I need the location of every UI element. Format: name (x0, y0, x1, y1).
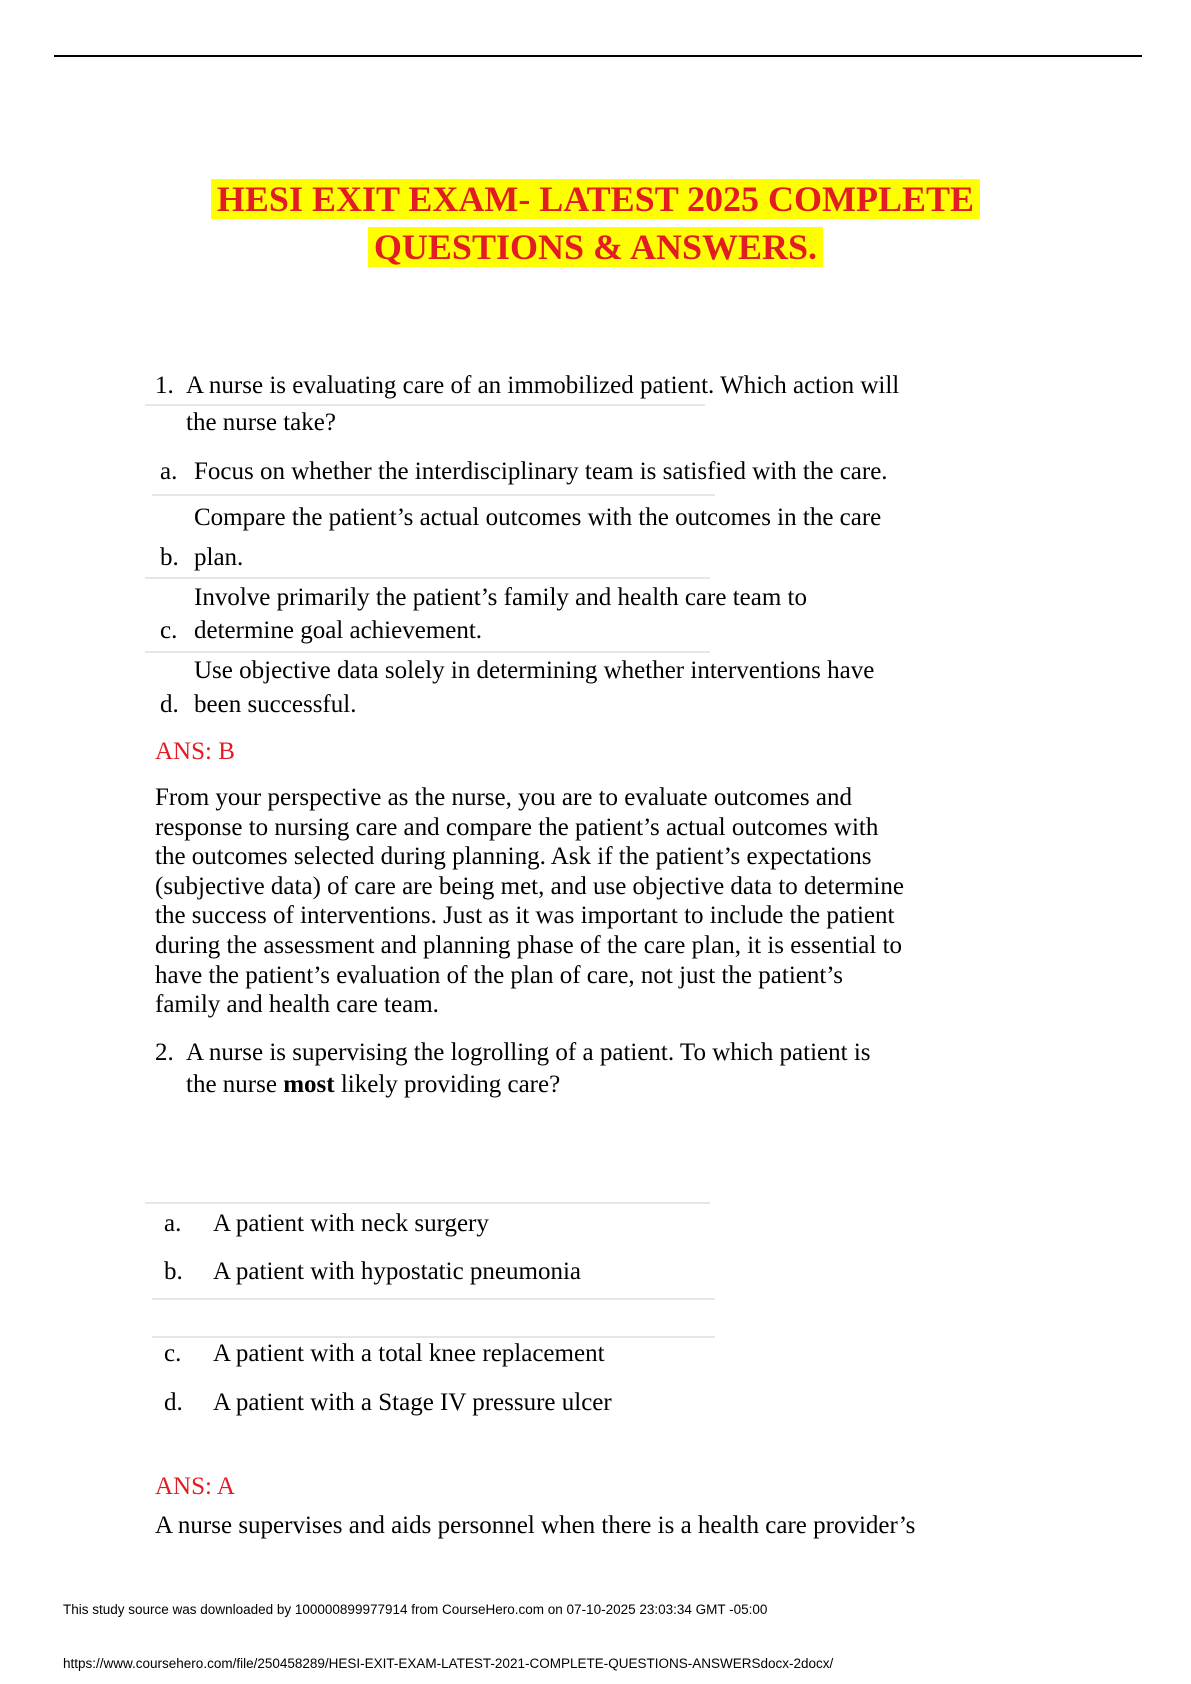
rationale-line: the success of interventions. Just as it was important to include the patient (155, 902, 895, 930)
q1-number: 1. (155, 372, 174, 399)
q1-stem-line-2: the nurse take? (186, 409, 336, 436)
top-rule (54, 55, 1142, 57)
q2-option-a-letter: a. (164, 1210, 182, 1237)
download-note: This study source was downloaded by 100000899977914 from CourseHero.com on 07-10-2025 23:03:34 GMT -05:00 (63, 1602, 768, 1617)
q1-option-d-letter: d. (160, 691, 179, 718)
rationale-line: the outcomes selected during planning. Ask if the patient’s expectations (155, 843, 872, 871)
title-line-2: QUESTIONS & ANSWERS. (368, 227, 823, 267)
q1-option-d-text-line-1: Use objective data solely in determining whether interventions have (194, 657, 875, 684)
q2-option-d-letter: d. (164, 1389, 183, 1416)
rationale-line: family and health care team. (155, 991, 439, 1019)
q2-stem-line-2 (186, 1070, 560, 1100)
divider (145, 577, 710, 579)
q2-stem-text: the nurse (186, 1071, 284, 1098)
rationale-line: during the assessment and planning phase of the care plan, it is essential to (155, 931, 903, 959)
q1-rationale (155, 783, 1035, 1020)
q1-option-b-text-line-2: plan. (194, 544, 244, 571)
q1-stem-line-1: A nurse is evaluating care of an immobilized patient. Which action will (186, 372, 900, 399)
q2-option-d-text: A patient with a Stage IV pressure ulcer (213, 1389, 612, 1416)
divider (145, 404, 705, 406)
q1-option-c-letter: c. (160, 617, 178, 644)
q2-option-b-text: A patient with hypostatic pneumonia (213, 1258, 581, 1285)
q2-stem-emphasis: most (283, 1071, 335, 1098)
q2-stem-line-1: A nurse is supervising the logrolling of a patient. To which patient is (186, 1039, 871, 1066)
divider (152, 1298, 715, 1300)
q1-answer: ANS: B (155, 738, 235, 765)
q1-option-d-text-line-2: been successful. (194, 691, 357, 718)
q1-option-c-text-line-2: determine goal achievement. (194, 617, 483, 644)
divider (145, 1202, 710, 1204)
divider (152, 494, 715, 496)
title-line-1: HESI EXIT EXAM- LATEST 2025 COMPLETE (211, 179, 980, 219)
q1-option-b-text-line-1: Compare the patient’s actual outcomes with the outcomes in the care (194, 504, 882, 531)
q1-option-a-letter: a. (160, 458, 178, 485)
q2-number: 2. (155, 1039, 174, 1066)
q2-answer: ANS: A (155, 1473, 235, 1500)
source-url[interactable]: https://www.coursehero.com/file/250458289/HESI-EXIT-EXAM-LATEST-2021-COMPLETE-QUESTIONS-ANSWERSdocx-2docx/ (63, 1656, 834, 1671)
rationale-line: response to nursing care and compare the patient’s actual outcomes with (155, 813, 879, 841)
q2-option-a-text: A patient with neck surgery (213, 1210, 489, 1237)
q1-option-c-text-line-1: Involve primarily the patient’s family and health care team to (194, 584, 807, 611)
divider (152, 1336, 715, 1338)
divider (145, 651, 710, 653)
q1-option-a-text: Focus on whether the interdisciplinary team is satisfied with the care. (194, 458, 888, 485)
rationale-line: have the patient’s evaluation of the plan of care, not just the patient’s (155, 961, 843, 989)
q2-option-b-letter: b. (164, 1258, 183, 1285)
q2-option-c-letter: c. (164, 1340, 182, 1367)
q2-stem-text: likely providing care? (334, 1071, 561, 1098)
rationale-line: From your perspective as the nurse, you are to evaluate outcomes and (155, 784, 852, 811)
document-title (0, 175, 1191, 271)
q2-rationale: A nurse supervises and aids personnel when there is a health care provider’s (155, 1512, 916, 1539)
q1-option-b-letter: b. (160, 544, 179, 571)
rationale-line: (subjective data) of care are being met, and use objective data to determine (155, 872, 904, 900)
q2-option-c-text: A patient with a total knee replacement (213, 1340, 605, 1367)
